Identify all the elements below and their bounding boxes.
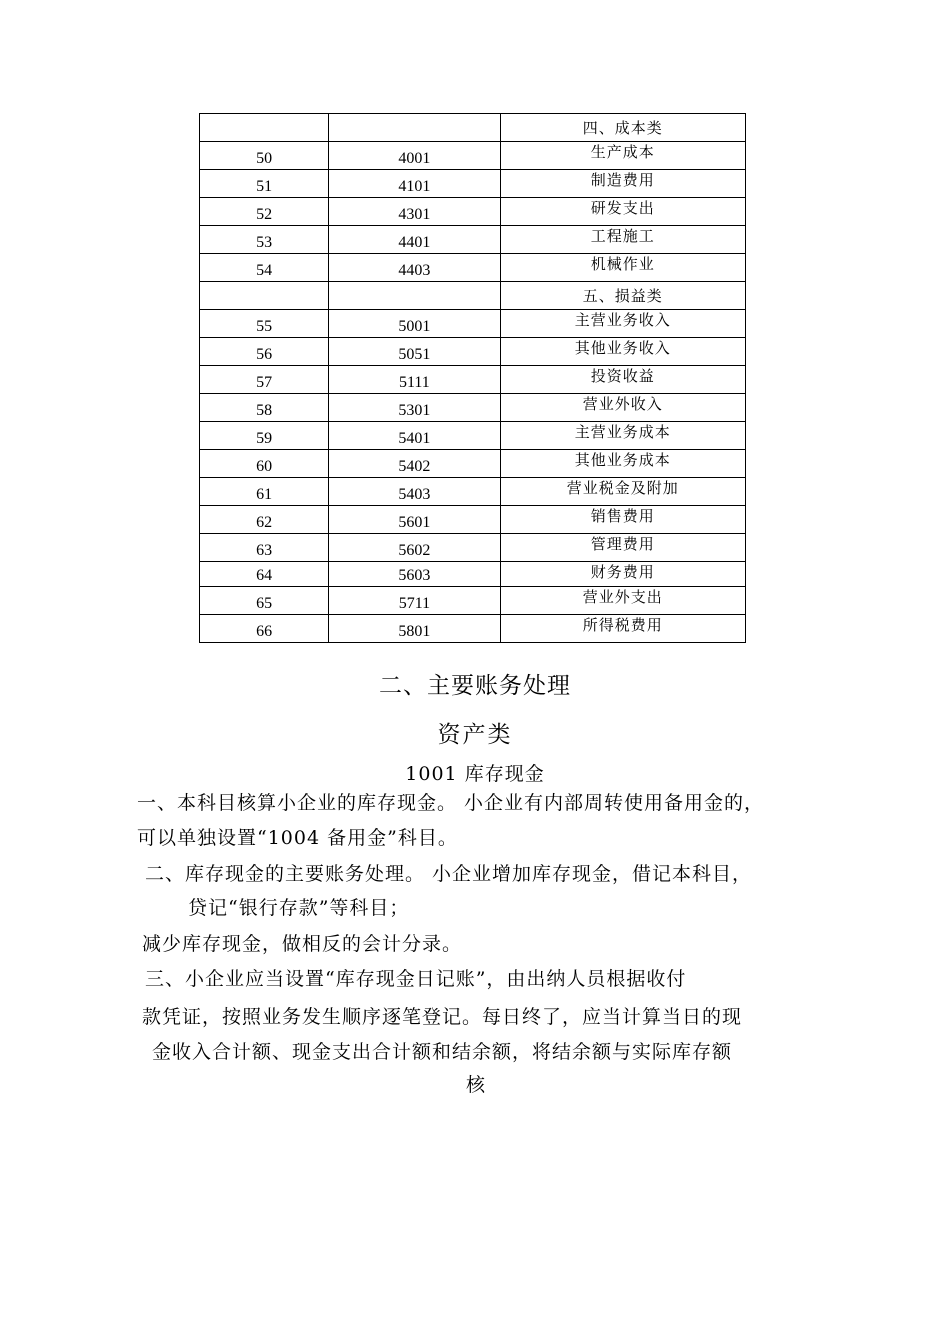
- account-name-cell: 财务费用: [500, 562, 745, 587]
- code-cell: 4401: [329, 226, 500, 254]
- account-name-cell: 营业外收入: [500, 394, 745, 422]
- paragraph-3-line-2: 款凭证，按照业务发生顺序逐笔登记。每日终了，应当计算当日的现: [142, 1006, 743, 1028]
- table-row: [200, 615, 746, 643]
- table-row: [200, 282, 746, 310]
- paragraph-3-line-4: 核: [466, 1074, 487, 1096]
- seq-cell: 58: [200, 394, 329, 422]
- paragraph-1-line-2: 可以单独设置“1004 备用金”科目。: [137, 827, 458, 849]
- table-row: [200, 338, 746, 366]
- code-cell: 4001: [329, 142, 500, 170]
- account-code-table-body: [200, 114, 746, 643]
- code-cell: 5111: [329, 366, 500, 394]
- code-cell: [329, 282, 500, 310]
- account-name-cell: 工程施工: [500, 226, 745, 254]
- seq-cell: [200, 282, 329, 310]
- table-row: [200, 450, 746, 478]
- table-row: [200, 198, 746, 226]
- seq-cell: 50: [200, 142, 329, 170]
- table-row: [200, 506, 746, 534]
- paragraph-2-line-3: 减少库存现金，做相反的会计分录。: [142, 933, 463, 955]
- category-title: 资产类: [437, 722, 513, 748]
- table-row: [200, 226, 746, 254]
- seq-cell: 65: [200, 587, 329, 615]
- code-cell: 4403: [329, 254, 500, 282]
- code-cell: 5001: [329, 310, 500, 338]
- paragraph-2-line-2: 贷记“银行存款”等科目；: [188, 897, 410, 919]
- account-name-cell: 销售费用: [500, 506, 745, 534]
- code-cell: 5051: [329, 338, 500, 366]
- paragraph-3-line-3: 金收入合计额、现金支出合计额和结余额，将结余额与实际库存额: [152, 1041, 733, 1063]
- code-cell: 5401: [329, 422, 500, 450]
- code-cell: 4301: [329, 198, 500, 226]
- paragraph-2-line-1: 二、库存现金的主要账务处理。 小企业增加库存现金，借记本科目，: [145, 863, 753, 885]
- seq-cell: 53: [200, 226, 329, 254]
- table-row: [200, 170, 746, 198]
- seq-cell: 52: [200, 198, 329, 226]
- code-cell: 5711: [329, 587, 500, 615]
- code-cell: 5801: [329, 615, 500, 643]
- table-row: [200, 254, 746, 282]
- table-row: [200, 562, 746, 587]
- seq-cell: [200, 114, 329, 142]
- account-name-cell: 主营业务成本: [500, 422, 745, 450]
- account-code-table: [199, 113, 746, 643]
- table-row: [200, 142, 746, 170]
- account-name-cell: 管理费用: [500, 534, 745, 562]
- code-cell: 5603: [329, 562, 500, 587]
- seq-cell: 51: [200, 170, 329, 198]
- seq-cell: 62: [200, 506, 329, 534]
- code-cell: 5402: [329, 450, 500, 478]
- seq-cell: 64: [200, 562, 329, 587]
- table-row: [200, 534, 746, 562]
- seq-cell: 63: [200, 534, 329, 562]
- seq-cell: 57: [200, 366, 329, 394]
- seq-cell: 66: [200, 615, 329, 643]
- section-title: 二、主要账务处理: [379, 673, 571, 699]
- code-cell: [329, 114, 500, 142]
- table-row: [200, 310, 746, 338]
- account-name-cell: 四、成本类: [500, 114, 745, 142]
- code-cell: 5403: [329, 478, 500, 506]
- seq-cell: 54: [200, 254, 329, 282]
- code-cell: 5602: [329, 534, 500, 562]
- seq-cell: 56: [200, 338, 329, 366]
- table-row: [200, 366, 746, 394]
- paragraph-1-line-1: 一、本科目核算小企业的库存现金。 小企业有内部周转使用备用金的，: [137, 792, 765, 814]
- account-name-cell: 其他业务成本: [500, 450, 745, 478]
- account-name-cell: 研发支出: [500, 198, 745, 226]
- table-row: [200, 394, 746, 422]
- table-row: [200, 587, 746, 615]
- account-name-cell: 五、损益类: [500, 282, 745, 310]
- account-title: 1001 库存现金: [405, 763, 545, 785]
- table-row: [200, 478, 746, 506]
- code-cell: 5601: [329, 506, 500, 534]
- account-name-cell: 制造费用: [500, 170, 745, 198]
- account-name-cell: 所得税费用: [500, 615, 745, 643]
- paragraph-3-line-1: 三、小企业应当设置“库存现金日记账”，由出纳人员根据收付: [145, 968, 687, 990]
- seq-cell: 61: [200, 478, 329, 506]
- seq-cell: 60: [200, 450, 329, 478]
- code-cell: 4101: [329, 170, 500, 198]
- code-cell: 5301: [329, 394, 500, 422]
- account-name-cell: 其他业务收入: [500, 338, 745, 366]
- table-row: [200, 114, 746, 142]
- table-row: [200, 422, 746, 450]
- account-name-cell: 生产成本: [500, 142, 745, 170]
- account-name-cell: 营业外支出: [500, 587, 745, 615]
- account-name-cell: 营业税金及附加: [500, 478, 745, 506]
- account-name-cell: 机械作业: [500, 254, 745, 282]
- seq-cell: 55: [200, 310, 329, 338]
- account-name-cell: 主营业务收入: [500, 310, 745, 338]
- account-name-cell: 投资收益: [500, 366, 745, 394]
- seq-cell: 59: [200, 422, 329, 450]
